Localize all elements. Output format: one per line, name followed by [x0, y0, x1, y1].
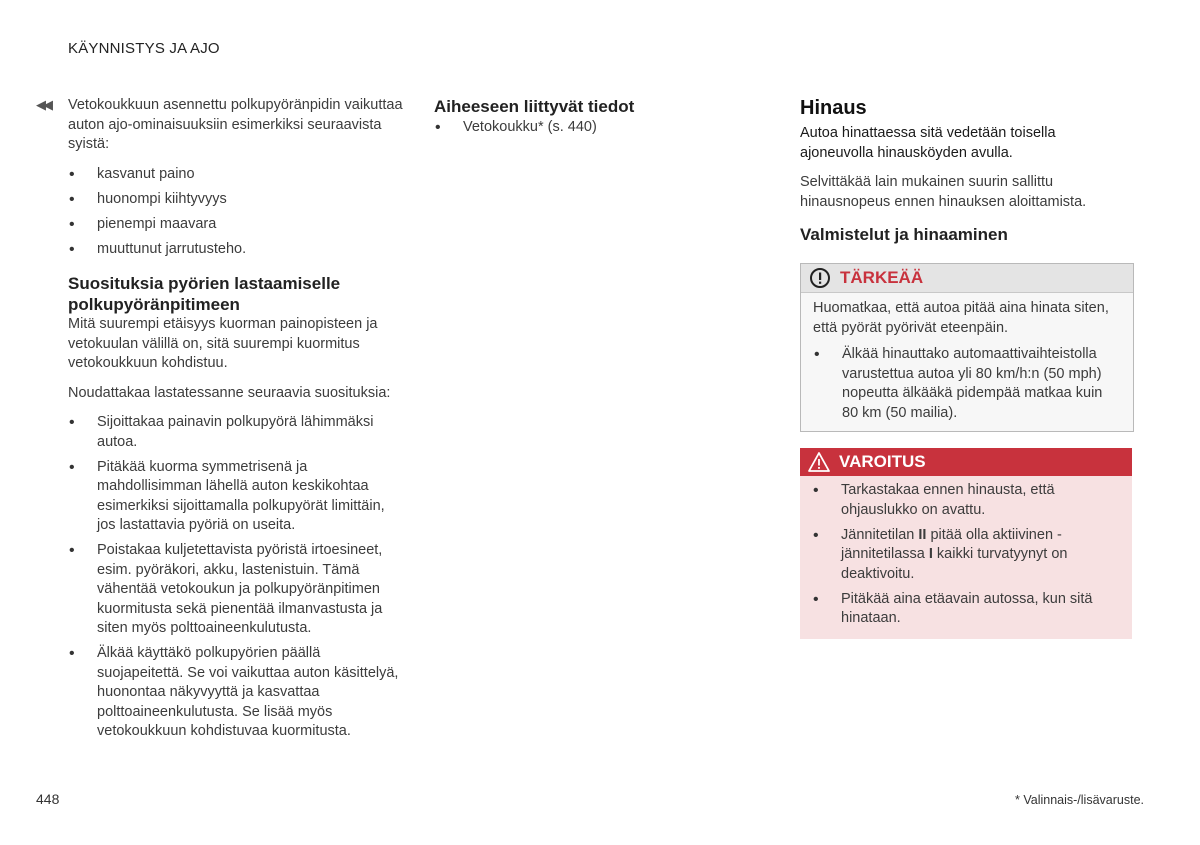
important-text: Huomatkaa, että autoa pitää aina hinata siten, että pyörät pyörivät eteenpäin. — [813, 300, 1109, 336]
list-item: • Älkää käyttäkö polkupyörien päällä suojapeitettä. Se voi vaikuttaa auton käsittelyä, huonontaa näkyvyyttä ja kasvattaa polttoaineenkulutusta. Se lisää myös vetokoukkuun kohdistuvaa kuormitusta. — [68, 644, 403, 742]
column-3 — [800, 96, 1132, 245]
page-number: 448 — [36, 791, 60, 807]
list-item: • Tarkastakaa ennen hinausta, että ohjauslukko on avattu. — [812, 481, 1118, 520]
column-1 — [68, 96, 403, 750]
text-span: Jännitetilan — [841, 526, 919, 543]
list-item: • Pitäkää kuorma symmetrisenä ja mahdollisimman lähellä auton keskikohtaa esimerkiksi sijoittamalla polkupyörät limittäin, jos lastattavia pyöriä on useita. — [68, 458, 403, 536]
paragraph-follow: Noudattakaa lastatessanne seuraavia suosituksia: — [68, 384, 391, 401]
list-item: • Älkää hinauttako automaattivaihteistolla varustettua autoa yli 80 km/h:n (50 mph) nopeutta älkääkä pidempää matkaa kuin 80 km (50 mailia). — [813, 345, 1119, 423]
important-title: TÄRKEÄÄ — [840, 268, 924, 287]
list-item: • huonompi kiihtyvyys — [68, 190, 403, 210]
list-item: • muuttunut jarrutusteho. — [68, 240, 403, 260]
footnote: * Valinnais-/lisävaruste. — [1015, 793, 1144, 807]
recommendations-heading: Suosituksia pyörien lastaamiselle polkupyöränpitimeen — [68, 274, 341, 314]
list-item: • pienempi maavara — [68, 215, 403, 235]
text-span: kaikki turvatyynyt on deaktivoitu. — [841, 546, 1068, 582]
related-links-list — [434, 118, 664, 138]
towing-lead: Autoa hinattaessa sitä vedetään toisella ajoneuvolla hinausköyden avulla. — [800, 125, 1056, 161]
list-item — [812, 526, 1118, 585]
warning-title: VAROITUS — [839, 452, 926, 471]
column-2 — [434, 96, 664, 146]
important-body — [801, 293, 1133, 431]
exclamation-circle-icon — [809, 267, 831, 289]
important-box — [800, 263, 1134, 432]
paragraph-distance: Mitä suurempi etäisyys kuorman painopisteen ja vetokuulan välillä on, sitä suurempi kuormitus vetokoukkuun kohdistuu. — [68, 316, 378, 371]
list-item: • Poistakaa kuljetettavista pyöristä irtoesineet, esim. pyöräkori, akku, lastenistuin. Tämä vähentää vetokoukun ja polkupyöränpitimen kuormitusta sekä pienentää ilmanvastusta ja siten myös polttoaineenkulutusta. — [68, 541, 403, 639]
warning-header — [800, 448, 1132, 476]
towing-heading: Hinaus — [800, 97, 867, 119]
towing-speed-paragraph: Selvittäkää lain mukainen suurin sallittu hinausnopeus ennen hinauksen aloittamista. — [800, 174, 1087, 210]
list-item: • kasvanut paino — [68, 165, 403, 185]
double-back-arrow-icon[interactable]: ◀◀ — [36, 97, 50, 112]
important-header — [801, 264, 1133, 293]
text-span: pitää olla aktiivinen - jännitetilassa — [841, 526, 1062, 562]
intro-paragraph: Vetokoukkuun asennettu polkupyöränpidin vaikuttaa auton ajo-ominaisuuksiin esimerkiksi seuraavista syistä: — [68, 97, 403, 152]
list-item: • Sijoittakaa painavin polkupyörä lähimmäksi autoa. — [68, 413, 403, 452]
reasons-list — [68, 165, 403, 260]
warning-list — [812, 481, 1118, 629]
section-title: KÄYNNISTYS JA AJO — [68, 40, 220, 57]
warning-body — [800, 476, 1132, 639]
warning-triangle-icon — [808, 451, 830, 473]
important-list — [813, 345, 1119, 423]
related-link[interactable]: • Vetokoukku* (s. 440) — [434, 118, 664, 138]
warning-box — [800, 448, 1132, 639]
related-info-heading: Aiheeseen liittyvät tiedot — [434, 97, 635, 116]
recommendations-list — [68, 413, 403, 742]
voltage-level-ii: II — [918, 526, 927, 543]
preparation-subheading: Valmistelut ja hinaaminen — [800, 225, 1008, 244]
voltage-level-i: I — [928, 546, 933, 562]
list-item: • Pitäkää aina etäavain autossa, kun sitä hinataan. — [812, 590, 1118, 629]
